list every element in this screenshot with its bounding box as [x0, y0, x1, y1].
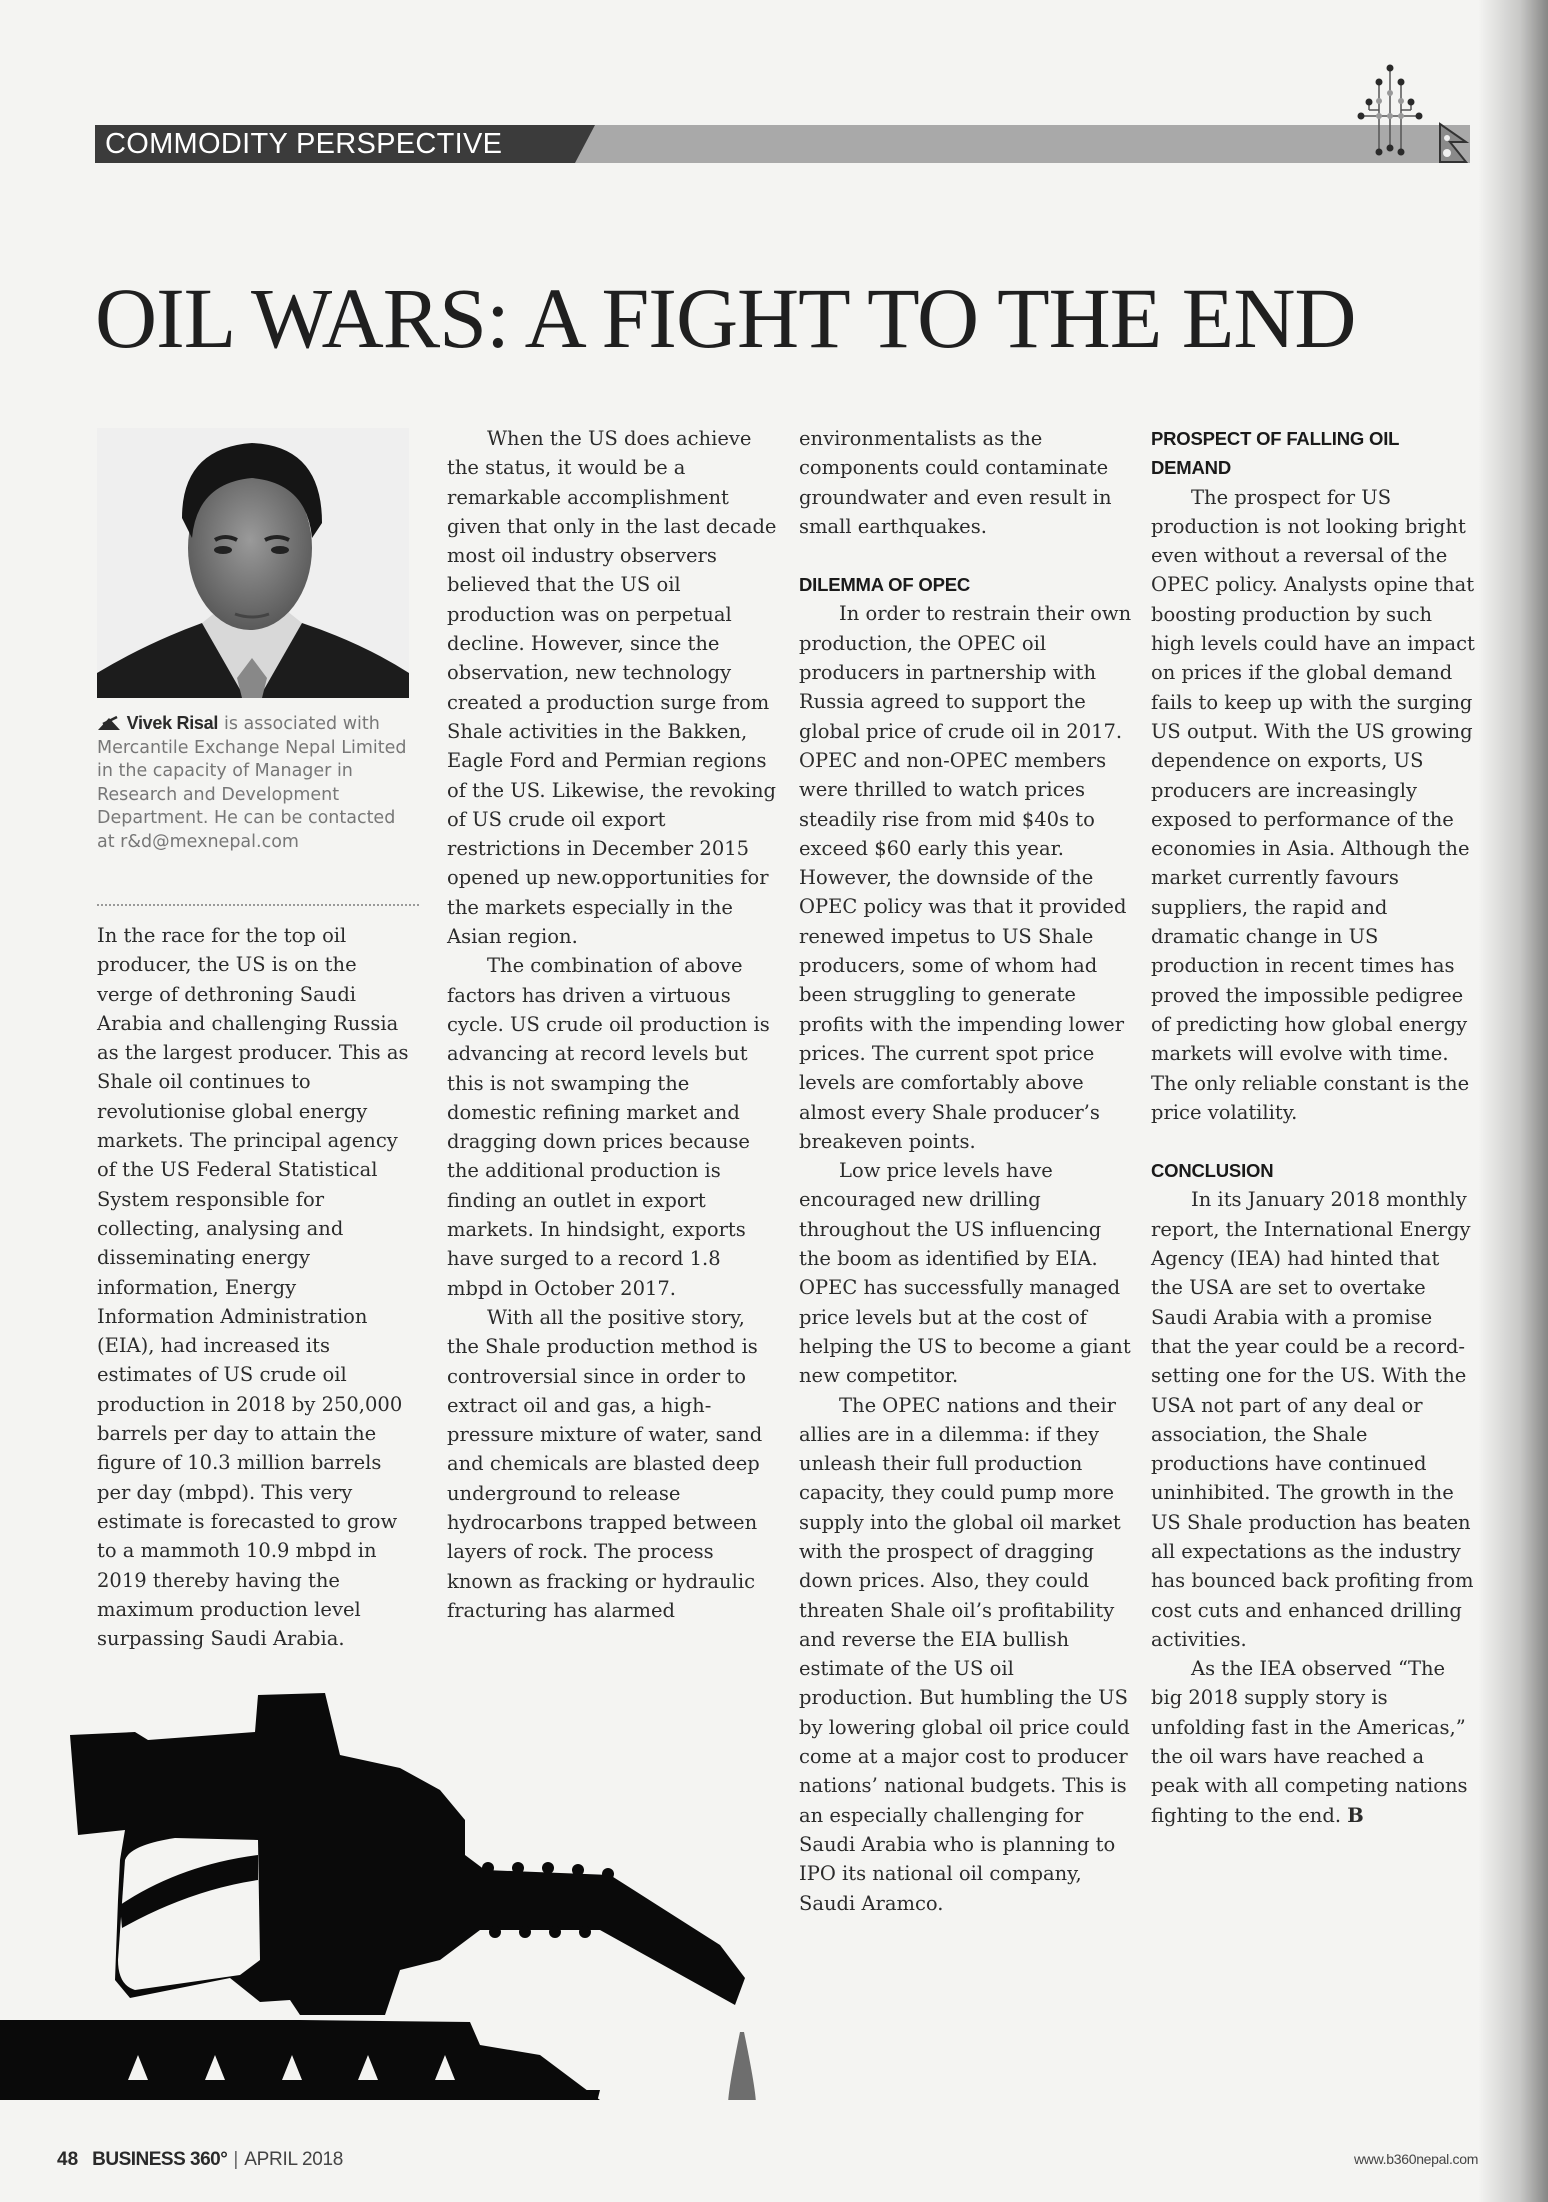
- bio-divider: [97, 904, 419, 906]
- column-2: [447, 424, 782, 1625]
- paragraph: In the race for the top oil producer, the US is on the verge of dethroning Saudi Arabia and challenging Russia as the largest producer. This as Shale oil continues to revolutionise global energy markets. The principal agency of the US Federal Statistical System responsible for collecting, analysing and disseminating energy information, Energy Information Administration (EIA), had increased its estimates of US crude oil production in 2018 by 250,000 barrels per day to attain the figure of 10.3 million barrels per day (mbpd). This very estimate is forecasted to grow to a mammoth 10.9 mbpd in 2019 thereby having the maximum production level surpassing Saudi Arabia.: [97, 924, 409, 1651]
- subhead-prospect-of-falling-oil-demand: PROSPECT OF FALLING OIL DEMAND: [1151, 428, 1399, 479]
- footer-separator: |: [233, 2149, 239, 2170]
- section-label: COMMODITY PERSPECTIVE: [95, 125, 575, 163]
- nepal-flag-icon: [1438, 122, 1470, 164]
- column-3: [799, 424, 1134, 1918]
- author-name: Vivek Risal: [126, 713, 219, 733]
- pen-icon: [97, 715, 121, 731]
- paragraph: With all the positive story, the Shale production method is controversial since in order to extract oil and gas, a high-pressure mixture of water, sand and chemicals are blasted deep underground to release hydrocarbons trapped between layers of rock. The process known as fracking or hydraulic fracturing has alarmed: [447, 1305, 763, 1622]
- paragraph: When the US does achieve the status, it would be a remarkable accomplishment given that only in the last decade most oil industry observers believed that the US oil production was on perpetual decline. However, since the observation, new technology created a production surge from Shale activities in the Bakken, Eagle Ford and Permian regions of the US. Likewise, the revoking of US crude oil export restrictions in December 2015 opened up new.opportunities for the markets especially in the Asian region.: [447, 427, 777, 949]
- oil-drop-icon: [728, 2032, 756, 2100]
- author-photo: [97, 428, 409, 698]
- tank-fuel-nozzle-illustration: [0, 1660, 780, 2100]
- paragraph: In its January 2018 monthly report, the International Energy Agency (IEA) had hinted that the USA are set to overtake Saudi Arabia with a promise that the year could be a record-setting one for the US. With the USA not part of any deal or association, the Shale productions have continued uninhibited. The growth in the US Shale production has beaten all expectations as the industry has bounced back profiting from cost cuts and enhanced drilling activities.: [1151, 1188, 1474, 1651]
- publication-name: BUSINESS 360°: [92, 2149, 228, 2170]
- section-notch: [575, 125, 595, 163]
- page-footer: [57, 2149, 343, 2171]
- end-mark: B: [1347, 1803, 1364, 1827]
- page-gutter-shadow: [1478, 0, 1548, 2202]
- article-title: OIL WARS: A FIGHT TO THE END: [95, 270, 1356, 366]
- paragraph: [1151, 1654, 1476, 1830]
- paragraph: In order to restrain their own production, the OPEC oil producers in partnership with Russia agreed to support the global price of crude oil in 2017. OPEC and non-OPEC members were thrilled to watch prices steadily rise from mid $40s to exceed $60 early this year. However, the downside of the OPEC policy was that it provided renewed impetus to US Shale producers, some of whom had been struggling to generate profits with the impending lower prices. The current spot price levels are comfortably above almost every Shale producer’s breakeven points.: [799, 602, 1132, 1153]
- tree-logo-icon: [1355, 60, 1425, 160]
- column-4: [1151, 424, 1476, 1830]
- paragraph: The combination of above factors has driven a virtuous cycle. US crude oil production is advancing at record levels but this is not swamping the domestic refining market and dragging down prices because the additional production is finding an outlet in export markets. In hindsight, exports have surged to a record 1.8 mbpd in October 2017.: [447, 954, 770, 1300]
- website-link[interactable]: www.b360nepal.com: [1354, 2151, 1479, 2167]
- subhead-dilemma-of-opec: DILEMMA OF OPEC: [799, 574, 971, 596]
- paragraph: The prospect for US production is not looking bright even without a reversal of the OPEC policy. Analysts opine that boosting production by such high levels could have an impact on prices if the global demand fails to keep up with the surging US output. With the US growing dependence on exports, US producers are increasingly exposed to performance of the economies in Asia. Although the market currently favours suppliers, the rapid and dramatic change in US production in recent times has proved the impossible pedigree of predicting how global energy markets will evolve with time. The only reliable constant is the price volatility.: [1151, 485, 1475, 1124]
- author-bio: [97, 712, 417, 854]
- column-1: [97, 921, 415, 1653]
- paragraph: The OPEC nations and their allies are in a dilemma: if they unleash their full production capacity, they could pump more supply into the global oil market with the prospect of dragging down prices. Also, they could threaten Shale oil’s profitability and reverse the EIA bullish estimate of the US oil production. But humbling the US by lowering global oil price could come at a major cost to producer nations’ national budgets. This is an especially challenging for Saudi Arabia who is planning to IPO its national oil company, Saudi Aramco.: [799, 1393, 1130, 1915]
- author-bio-text: is associated with Mercantile Exchange Nepal Limited in the capacity of Manager in Research and Development Department. He can be contacted at r&d@mexnepal.com: [97, 714, 407, 852]
- issue-date: APRIL 2018: [244, 2149, 344, 2170]
- paragraph: Low price levels have encouraged new drilling throughout the US influencing the boom as identified by EIA. OPEC has successfully managed price levels but at the cost of helping the US to become a giant new competitor.: [799, 1159, 1131, 1388]
- subhead-conclusion: CONCLUSION: [1151, 1160, 1274, 1182]
- paragraph: environmentalists as the components could contaminate groundwater and even result in small earthquakes.: [799, 427, 1112, 538]
- page-number: 48: [57, 2149, 79, 2170]
- paragraph-text: As the IEA observed “The big 2018 supply story is unfolding fast in the Americas,” the oil wars have reached a peak with all competing nations fighting to the end.: [1151, 1657, 1468, 1827]
